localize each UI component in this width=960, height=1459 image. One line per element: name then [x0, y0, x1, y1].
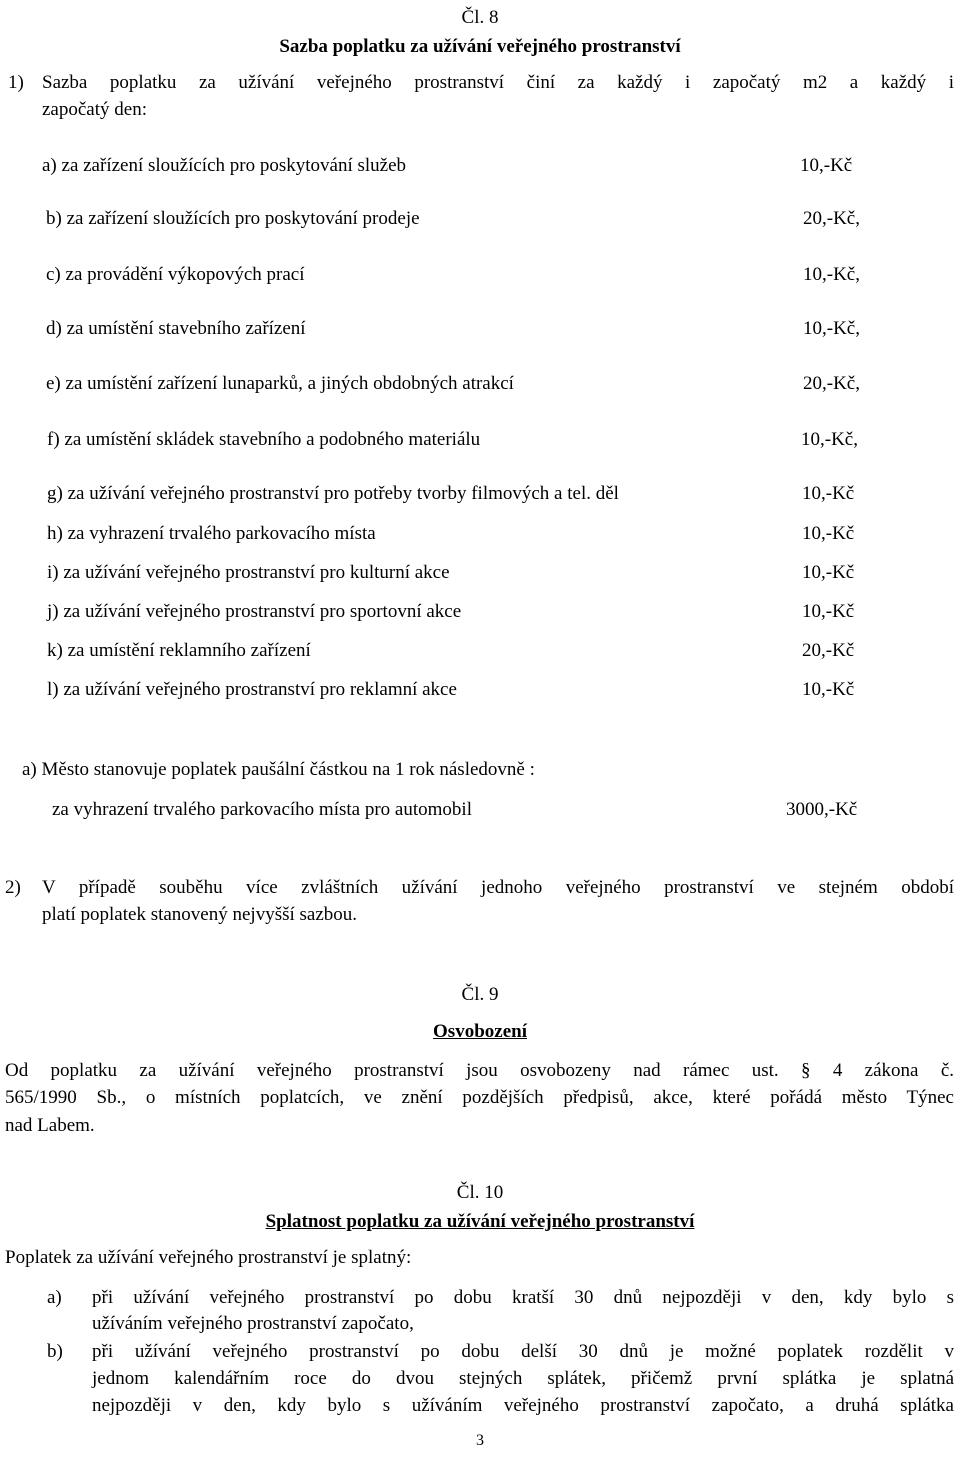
rate-item-amount: 10,-Kč [802, 679, 855, 700]
rate-item-amount: 10,-Kč [800, 155, 853, 176]
flat-fee-amount: 3000,-Kč [786, 799, 858, 820]
art10-b-line1: při užívání veřejného prostranství po dobu delší 30 dnů je možné poplatek rozdělit v [92, 1341, 954, 1362]
art10-heading: Čl. 10 [456, 1182, 504, 1203]
rate-item-label: j) za užívání veřejného prostranství pro sportovní akce [47, 601, 462, 622]
rate-item-label: g) za užívání veřejného prostranství pro potřeby tvorby filmových a tel. děl [47, 483, 619, 504]
rate-item-label: i) za užívání veřejného prostranství pro kulturní akce [47, 562, 450, 583]
art8-p2-number: 2) [5, 877, 21, 898]
rate-item-amount: 10,-Kč [802, 523, 855, 544]
rate-item-label: b) za zařízení sloužících pro poskytování prodeje [46, 208, 420, 229]
rate-item-label: l) za užívání veřejného prostranství pro reklamní akce [47, 679, 457, 700]
rate-item-amount: 10,-Kč [802, 601, 855, 622]
rate-item-amount: 10,-Kč, [803, 264, 860, 285]
flat-fee-intro: a) Město stanovuje poplatek paušální částkou na 1 rok následovně : [22, 759, 535, 780]
art8-heading: Čl. 8 [461, 7, 499, 28]
rate-item-label: c) za provádění výkopových prací [46, 264, 305, 285]
page-number: 3 [476, 1432, 484, 1449]
art10-intro: Poplatek za užívání veřejného prostranství je splatný: [5, 1247, 412, 1268]
rate-item-amount: 10,-Kč [802, 483, 855, 504]
art10-a-line2: užíváním veřejného prostranství započato, [92, 1313, 414, 1334]
art8-p1-number: 1) [8, 72, 24, 93]
rate-item-amount: 20,-Kč, [803, 208, 860, 229]
rate-item-amount: 20,-Kč, [803, 373, 860, 394]
rate-item-label: h) za vyhrazení trvalého parkovacího místa [47, 523, 376, 544]
art9-title: Osvobození [433, 1021, 527, 1042]
rate-item-label: e) za umístění zařízení lunaparků, a jiných obdobných atrakcí [46, 373, 514, 394]
art9-heading: Čl. 9 [461, 984, 499, 1005]
art10-b-line2: jednom kalendářním roce do dvou stejných splátek, přičemž první splátka je splatná [92, 1368, 954, 1389]
rate-item-amount: 10,-Kč, [801, 429, 858, 450]
art10-b-number: b) [47, 1341, 63, 1362]
flat-fee-item: za vyhrazení trvalého parkovacího místa pro automobil [52, 799, 472, 820]
art10-title: Splatnost poplatku za užívání veřejného prostranství [265, 1211, 695, 1232]
rate-item-label: k) za umístění reklamního zařízení [47, 640, 311, 661]
rate-item-amount: 20,-Kč [802, 640, 855, 661]
art8-p2-line1: V případě souběhu více zvláštních užívání jednoho veřejného prostranství ve stejném období [42, 877, 954, 898]
art9-line1: Od poplatku za užívání veřejného prostranství jsou osvobozeny nad rámec ust. § 4 zákona č. [5, 1060, 954, 1081]
rate-item-label: d) za umístění stavebního zařízení [46, 318, 306, 339]
art8-title: Sazba poplatku za užívání veřejného prostranství [279, 36, 681, 57]
art10-a-line1: při užívání veřejného prostranství po dobu kratší 30 dnů nejpozději v den, kdy bylo s [92, 1287, 954, 1308]
art10-a-number: a) [47, 1287, 62, 1308]
rate-item-label: a) za zařízení sloužících pro poskytování služeb [42, 155, 407, 176]
art10-b-line3: nejpozději v den, kdy bylo s užíváním veřejného prostranství započato, a druhá splátka [92, 1395, 954, 1416]
rate-item-label: f) za umístění skládek stavebního a podobného materiálu [47, 429, 481, 450]
art8-p1-line2: započatý den: [42, 99, 147, 120]
art9-line3: nad Labem. [5, 1115, 95, 1136]
art8-p1-line1: Sazba poplatku za užívání veřejného prostranství činí za každý i započatý m2 a každý i [42, 72, 954, 93]
rate-item-amount: 10,-Kč [802, 562, 855, 583]
rate-item-amount: 10,-Kč, [803, 318, 860, 339]
art9-line2: 565/1990 Sb., o místních poplatcích, ve znění pozdějších předpisů, akce, které pořádá město Týnec [5, 1087, 954, 1108]
art8-p2-line2: platí poplatek stanovený nejvyšší sazbou. [42, 904, 358, 925]
